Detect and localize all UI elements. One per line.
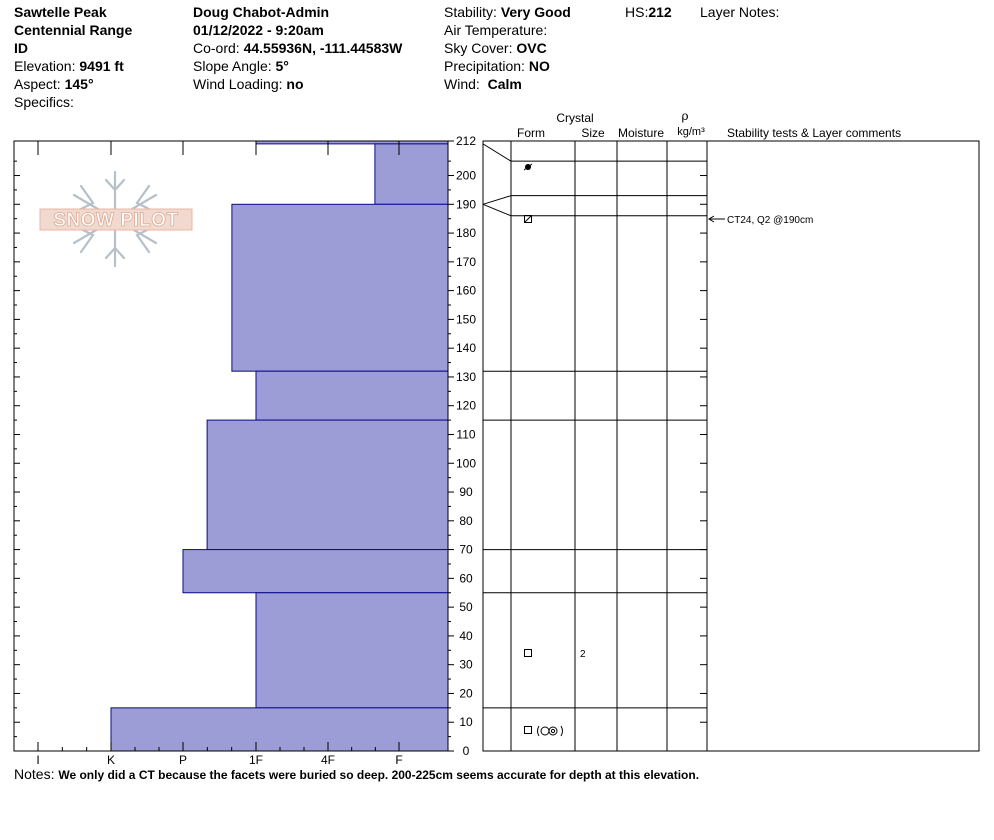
wind-label: Wind:	[444, 76, 480, 92]
logo-text: SNOW PILOT	[53, 210, 179, 231]
depth-tick-label: 170	[455, 254, 477, 269]
hardness-bar	[183, 550, 448, 593]
stability-label: Stability:	[444, 4, 497, 20]
depth-tick-label: 140	[455, 341, 477, 356]
precipitation-label: Precipitation:	[444, 58, 525, 74]
notes	[14, 766, 699, 782]
depth-tick-label: 212	[455, 134, 477, 148]
notes-label: Notes:	[14, 766, 55, 782]
state: ID	[14, 40, 28, 56]
aspect-value: 145°	[64, 76, 94, 92]
wind-loading-value: no	[286, 76, 304, 92]
depth-tick-label: 160	[455, 283, 477, 298]
hardness-bar	[207, 420, 448, 549]
slope-angle-value: 5°	[275, 58, 289, 74]
depth-tick-label: 30	[459, 657, 473, 672]
depth-tick-label: 100	[455, 456, 477, 471]
density-unit-header: kg/m³	[677, 126, 705, 138]
wind-value: Calm	[487, 76, 522, 92]
depth-tick-label: 10	[459, 715, 473, 730]
mountain-range: Centennial Range	[14, 22, 133, 38]
hardness-bar	[256, 593, 448, 708]
depth-tick-label: 0	[462, 744, 470, 758]
depth-tick-label: 70	[459, 542, 473, 557]
hardness-tick-label: I	[36, 753, 40, 767]
rounding-facet-icon	[538, 726, 563, 736]
faceted-crystal-icon	[525, 650, 532, 657]
depth-tick-label: 90	[459, 485, 473, 500]
density-rho-header: ρ	[681, 109, 689, 123]
crystal-size-label: 2	[580, 649, 586, 660]
stability-test-text: CT24, Q2 @190cm	[727, 215, 814, 226]
coord-label: Co-ord:	[193, 40, 240, 56]
hardness-tick-label: 4F	[320, 753, 336, 767]
faceted-crystal-hatched-icon	[525, 216, 532, 223]
depth-tick-label: 50	[459, 600, 473, 615]
sky-cover-label: Sky Cover:	[444, 40, 513, 56]
hs-label: HS:	[625, 4, 649, 20]
hardness-bar	[232, 204, 448, 371]
layer-connector	[483, 144, 511, 161]
stability-comments-header: Stability tests & Layer comments	[727, 126, 902, 140]
depth-tick-label: 190	[455, 197, 477, 212]
elevation-value: 9491 ft	[79, 58, 124, 74]
specifics-label: Specifics:	[14, 94, 74, 110]
depth-tick-label: 200	[455, 168, 477, 183]
hardness-bar	[375, 144, 448, 204]
precipitation-value: NO	[528, 58, 550, 74]
stability-test-marker	[709, 216, 725, 222]
elevation-label: Elevation:	[14, 58, 76, 74]
depth-tick-label: 110	[456, 427, 476, 442]
location-name: Sawtelle Peak	[14, 4, 107, 20]
wind-loading-label: Wind Loading:	[193, 76, 283, 92]
form-header: Form	[517, 126, 545, 140]
hardness-tick-label: P	[178, 753, 188, 767]
layer-notes-label: Layer Notes:	[700, 4, 780, 20]
depth-tick-label: 180	[455, 226, 477, 241]
crystal-header: Crystal	[556, 111, 594, 125]
depth-tick-label: 120	[455, 398, 477, 413]
depth-tick-label: 40	[459, 628, 473, 643]
aspect-label: Aspect:	[14, 76, 61, 92]
layer-table-frame	[483, 141, 979, 751]
stability-value: Very Good	[500, 4, 571, 20]
depth-tick-label: 130	[455, 369, 477, 384]
hardness-bar	[111, 708, 448, 751]
hardness-tick-label: F	[395, 753, 403, 767]
depth-tick-label: 20	[459, 686, 473, 701]
observation-datetime: 01/12/2022 - 9:20am	[193, 22, 324, 38]
layer-connector	[483, 196, 511, 205]
depth-tick-label: 60	[459, 571, 473, 586]
depth-tick-label: 80	[459, 513, 473, 528]
snowpilot-logo	[40, 172, 192, 266]
sky-cover-value: OVC	[516, 40, 547, 56]
slope-angle-label: Slope Angle:	[193, 58, 272, 74]
notes-text: We only did a CT because the facets were buried so deep. 200-225cm seems accurate for depth at this elevation.	[58, 768, 700, 782]
coord-value: 44.55936N, -111.44583W	[243, 40, 403, 56]
observer-name: Doug Chabot-Admin	[193, 4, 330, 20]
hs-value: 212	[648, 4, 672, 20]
hardness-tick-label: K	[106, 753, 116, 767]
faceted-crystal-icon	[525, 727, 532, 734]
size-header: Size	[581, 126, 605, 140]
precipitation-particle-icon	[524, 164, 532, 170]
hardness-bar	[256, 371, 448, 420]
hardness-tick-label: 1F	[248, 753, 264, 767]
depth-tick-label: 150	[455, 312, 477, 327]
air-temperature-label: Air Temperature:	[444, 22, 548, 38]
layer-connector	[483, 204, 511, 216]
moisture-header: Moisture	[617, 126, 665, 140]
